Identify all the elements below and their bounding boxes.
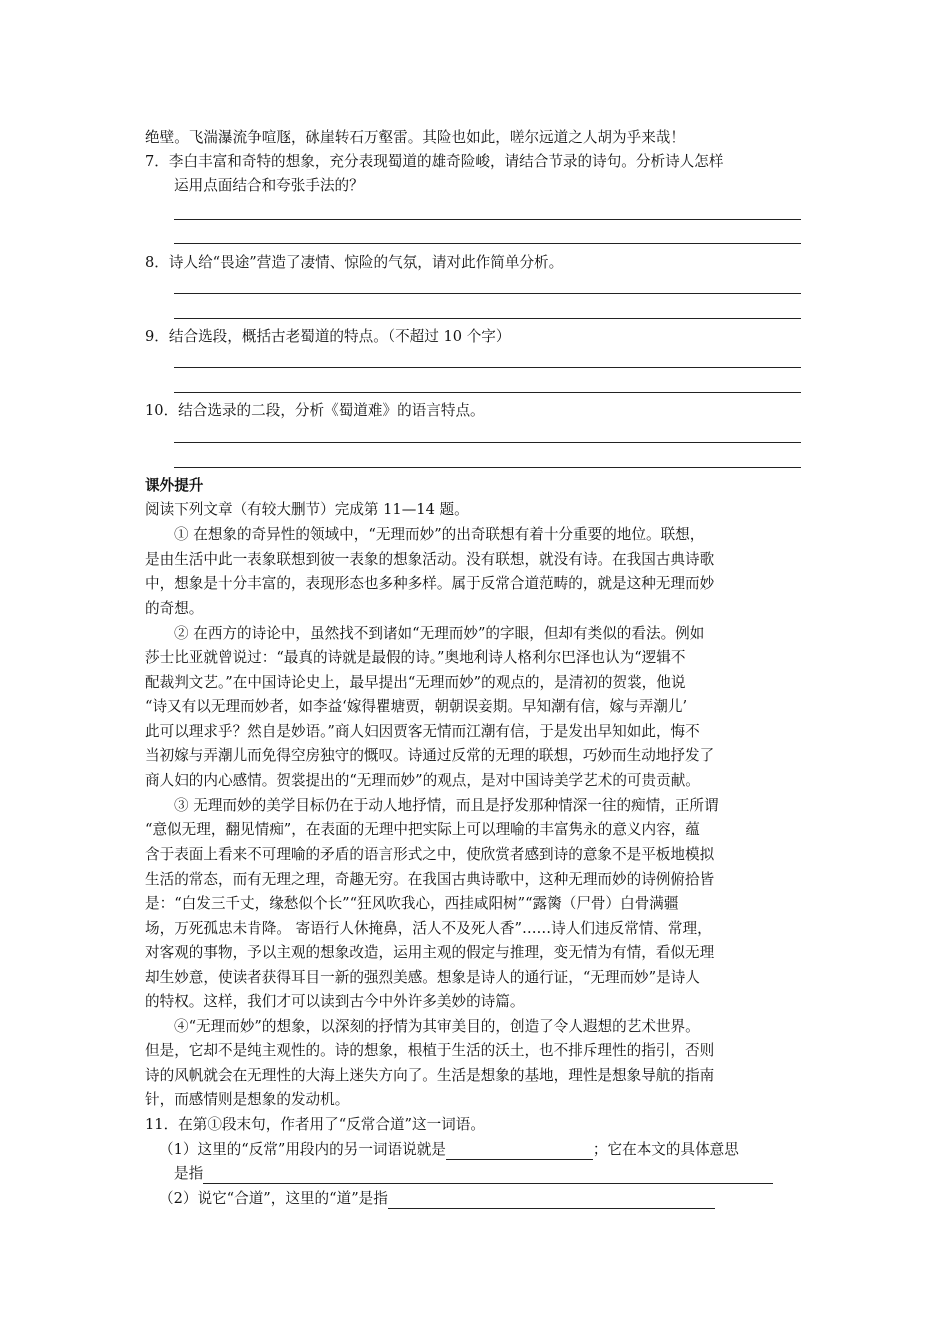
paragraph-1-line: 中，想象是十分丰富的，表现形态也多种多样。属于反常合道范畴的，就是这种无理而妙: [145, 575, 715, 592]
paragraph-1-line: 的奇想。: [145, 600, 204, 617]
paragraph-1-line: 是由生活中此一表象联想到彼一表象的想象活动。没有联想，就没有诗。在我国古典诗歌: [145, 551, 715, 568]
question-11-sub-1-prompt: （1）这里的“反常”用段内的另一词语说就是: [159, 1141, 446, 1158]
paragraph-4-line: 针，而感情则是想象的发动机。: [145, 1091, 350, 1108]
question-11-sub-1-prompt-2: 是指: [174, 1165, 204, 1182]
paragraph-2-line: 当初嫁与弄潮儿而免得空房独守的慨叹。诗通过反常的无理的联想，巧妙而生动地抒发了: [145, 747, 715, 764]
answer-blank[interactable]: [446, 1143, 593, 1160]
paragraph-1-line: ① 在想象的奇异性的领域中，“无理而妙”的出奇联想有着十分重要的地位。联想，: [174, 526, 705, 543]
paragraph-2-line: ② 在西方的诗论中，虽然找不到诸如“无理而妙”的字眼，但却有类似的看法。例如: [174, 625, 705, 642]
paragraph-3-line: 含于表面上看来不可理喻的矛盾的语言形式之中，使欣赏者感到诗的意象不是平板地模拟: [145, 846, 715, 863]
reading-intro: 阅读下列文章（有较大删节）完成第 11—14 题。: [145, 501, 469, 518]
question-7-line-2: 运用点面结合和夸张手法的？: [174, 177, 364, 194]
paragraph-4-line: ④“无理而妙”的想象，以深刻的抒情为其审美目的，创造了令人遐想的艺术世界。: [174, 1018, 700, 1035]
question-11-sub-1-line-2: [174, 1164, 773, 1184]
paragraph-3-line: ③ 无理而妙的美学目标仍在于动人地抒情，而且是抒发那种情深一往的痴情，正所谓: [174, 797, 719, 814]
question-11-sub-1: [159, 1140, 739, 1160]
answer-line[interactable]: [174, 243, 801, 244]
question-8: 8．诗人给“畏途”营造了凄情、惊险的气氛，请对此作简单分析。: [145, 254, 564, 271]
paragraph-3-line: 的特权。这样，我们才可以读到古今中外许多美妙的诗篇。: [145, 993, 525, 1010]
question-11-sub-2-prompt: （2）说它“合道”，这里的“道”是指: [159, 1190, 388, 1207]
paragraph-3-line: 对客观的事物，予以主观的想象改造，运用主观的假定与推理，变无情为有情，看似无理: [145, 944, 715, 961]
paragraph-2-line: 莎士比亚就曾说过：“最真的诗就是最假的诗。”奥地利诗人格利尔巴泽也认为“逻辑不: [145, 649, 686, 666]
answer-line[interactable]: [174, 367, 801, 368]
paragraph-3-line: 生活的常态，而有无理之理，奇趣无穷。在我国古典诗歌中，这种无理而妙的诗例俯拾皆: [145, 871, 715, 888]
answer-line[interactable]: [174, 219, 801, 220]
paragraph-4-line: 诗的风帆就会在无理性的大海上迷失方向了。生活是想象的基地，理性是想象导航的指南: [145, 1067, 715, 1084]
answer-blank[interactable]: [388, 1192, 715, 1209]
question-7-line-1: 7．李白丰富和奇特的想象，充分表现蜀道的雄奇险峻，请结合节录的诗句。分析诗人怎样: [145, 153, 724, 170]
answer-line[interactable]: [174, 467, 801, 468]
paragraph-2-line: 此可以理求乎？然自是妙语。”商人妇因贾客无情而江潮有信，于是发出早知如此，悔不: [145, 723, 700, 740]
answer-line[interactable]: [174, 318, 801, 319]
answer-line[interactable]: [174, 293, 801, 294]
question-10: 10．结合选录的二段，分析《蜀道难》的语言特点。: [145, 402, 485, 419]
paragraph-4-line: 但是，它却不是纯主观性的。诗的想象，根植于生活的沃土，也不排斥理性的指引，否则: [145, 1042, 715, 1059]
question-9: 9．结合选段，概括古老蜀道的特点。（不超过 10 个字）: [145, 328, 511, 345]
paragraph-3-line: 场，万死孤忠未肯降。 寄语行人休掩鼻，活人不及死人香”……诗人们违反常情、常理，: [145, 920, 712, 937]
answer-line[interactable]: [174, 392, 801, 393]
question-11-sub-1-continuation: ；它在本文的具体意思: [592, 1141, 739, 1158]
paragraph-3-line: “意似无理，翻见情痴”，在表面的无理中把实际上可以理喻的丰富隽永的意义内容，蕴: [145, 821, 700, 838]
paragraph-2-line: “诗又有以无理而妙者，如李益‘嫁得瞿塘贾，朝朝误妾期。早知潮有信，嫁与弄潮儿’: [145, 698, 688, 715]
answer-blank[interactable]: [203, 1167, 773, 1184]
question-11-stem: 11．在第①段末句，作者用了“反常合道”这一词语。: [145, 1116, 485, 1133]
answer-line[interactable]: [174, 442, 801, 443]
section-title: 课外提升: [145, 477, 204, 494]
question-11-sub-2: [159, 1189, 715, 1209]
paragraph-2-line: 配裁判文艺。”在中国诗论史上，最早提出“无理而妙”的观点的，是清初的贺裳，他说: [145, 674, 686, 691]
paragraph-2-line: 商人妇的内心感情。贺裳提出的“无理而妙”的观点，是对中国诗美学艺术的可贵贡献。: [145, 772, 700, 789]
paragraph-3-line: 是：“白发三千丈，缘愁似个长”“狂风吹我心，西挂咸阳树”“露膐（尸骨）白骨满疆: [145, 895, 679, 912]
paragraph-3-line: 却生妙意，使读者获得耳目一新的强烈美感。想象是诗人的通行证，“无理而妙”是诗人: [145, 969, 700, 986]
passage-tail-line: 绝壁。飞湍瀑流争喧豗，砯崖转石万壑雷。其险也如此，嗟尔远道之人胡为乎来哉！: [145, 129, 685, 146]
